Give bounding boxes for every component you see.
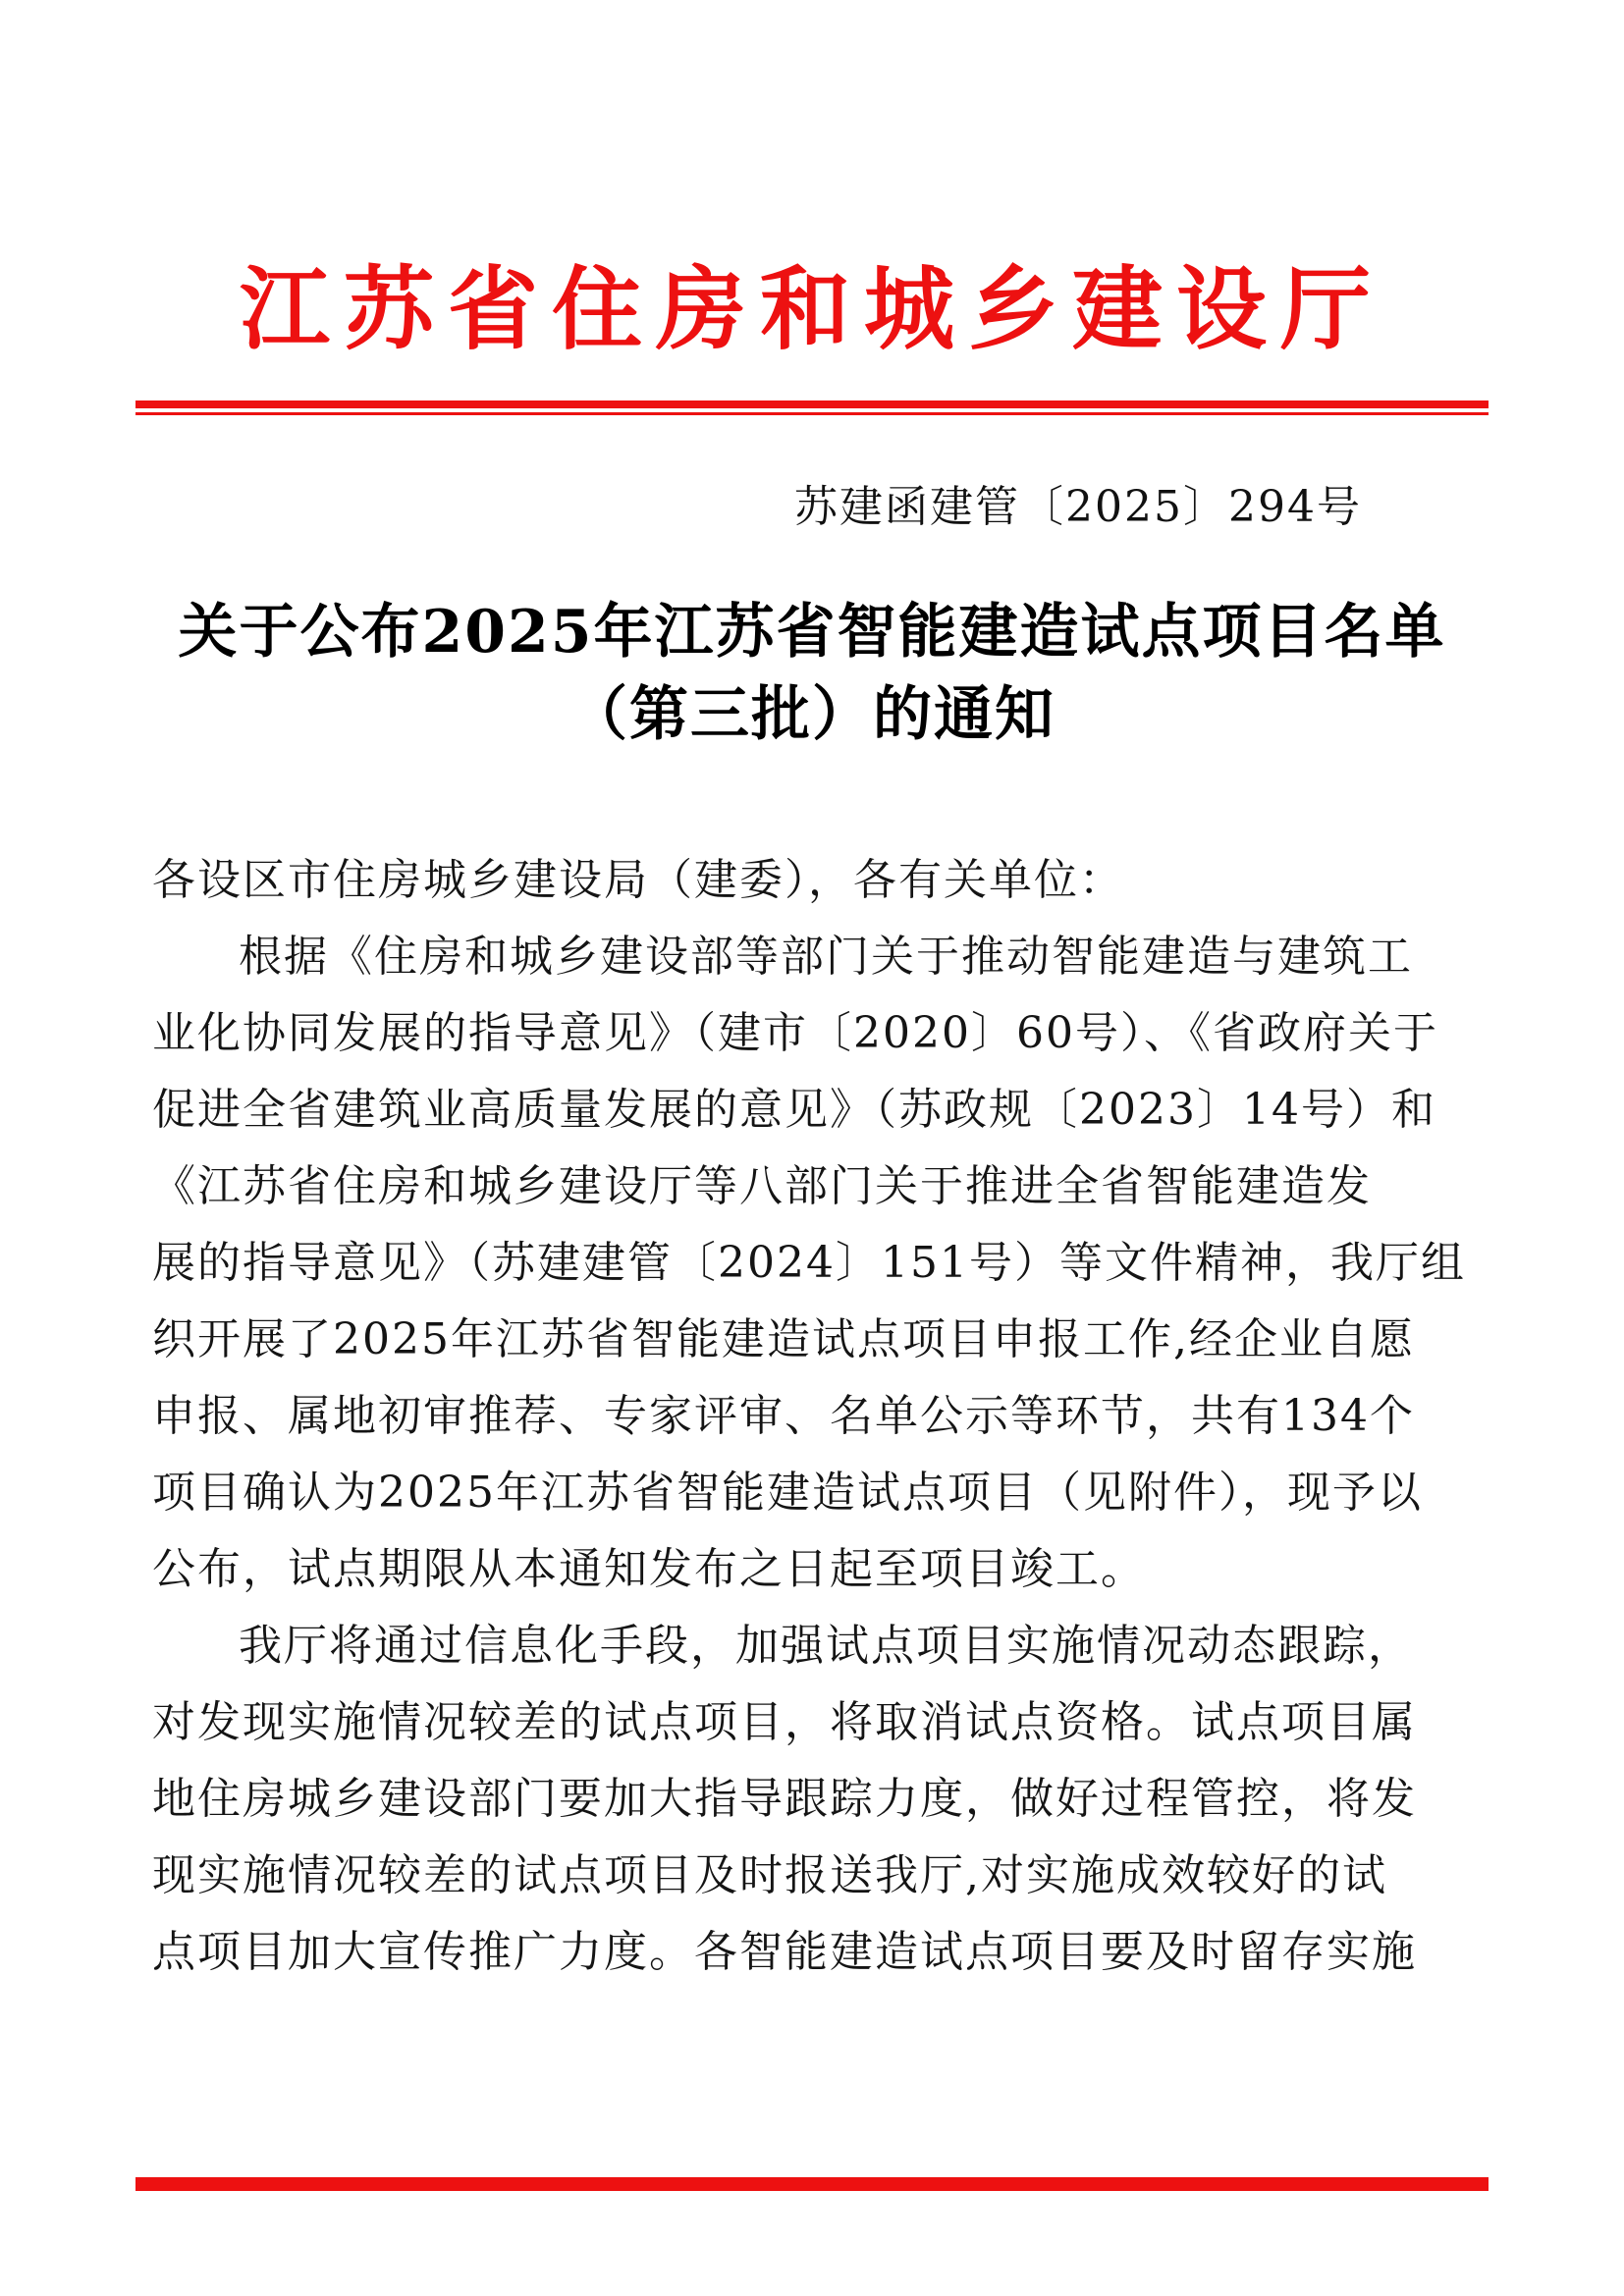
body-line: 地住房城乡建设部门要加大指导跟踪力度，做好过程管控，将发 xyxy=(152,1774,1417,1824)
body-text xyxy=(152,842,1492,1991)
body-line: 各设区市住房城乡建设局（建委），各有关单位： xyxy=(152,855,1124,905)
agency-header: 江苏省住房和城乡建设厅 xyxy=(239,256,1384,362)
body-line: 促进全省建筑业高质量发展的意见》（苏政规〔2023〕14号）和 xyxy=(152,1085,1436,1135)
body-line: 织开展了2025年江苏省智能建造试点项目申报工作,经企业自愿 xyxy=(152,1314,1415,1364)
body-line: 申报、属地初审推荐、专家评审、名单公示等环节，共有134个 xyxy=(152,1391,1415,1441)
footer-rule xyxy=(135,2177,1489,2191)
body-line: 公布，试点期限从本通知发布之日起至项目竣工。 xyxy=(152,1544,1146,1594)
body-line: 现实施情况较差的试点项目及时报送我厅,对实施成效较好的试 xyxy=(152,1850,1387,1900)
body-line: 对发现实施情况较差的试点项目，将取消试点资格。试点项目属 xyxy=(152,1697,1417,1747)
body-line: 项目确认为2025年江苏省智能建造试点项目（见附件），现予以 xyxy=(152,1468,1423,1518)
body-line: 根据《住房和城乡建设部等部门关于推动智能建造与建筑工 xyxy=(239,932,1413,982)
body-line: 我厅将通过信息化手段，加强试点项目实施情况动态跟踪， xyxy=(239,1621,1413,1671)
body-line: 业化协同发展的指导意见》（建市〔2020〕60号）、《省政府关于 xyxy=(152,1008,1438,1058)
notice-title xyxy=(0,591,1624,756)
body-line: 展的指导意见》（苏建建管〔2024〕151号）等文件精神，我厅组 xyxy=(152,1238,1466,1288)
notice-title-line2: （第三批）的通知 xyxy=(568,680,1056,749)
header-rule-thin xyxy=(135,412,1489,415)
body-line: 点项目加大宣传推广力度。各智能建造试点项目要及时留存实施 xyxy=(152,1927,1417,1977)
header-rule-thick xyxy=(135,400,1489,408)
document-number: 苏建函建管〔2025〕294号 xyxy=(794,482,1362,532)
notice-title-line1: 关于公布2025年江苏省智能建造试点项目名单 xyxy=(178,598,1446,667)
body-line: 《江苏省住房和城乡建设厅等八部门关于推进全省智能建造发 xyxy=(152,1161,1372,1211)
